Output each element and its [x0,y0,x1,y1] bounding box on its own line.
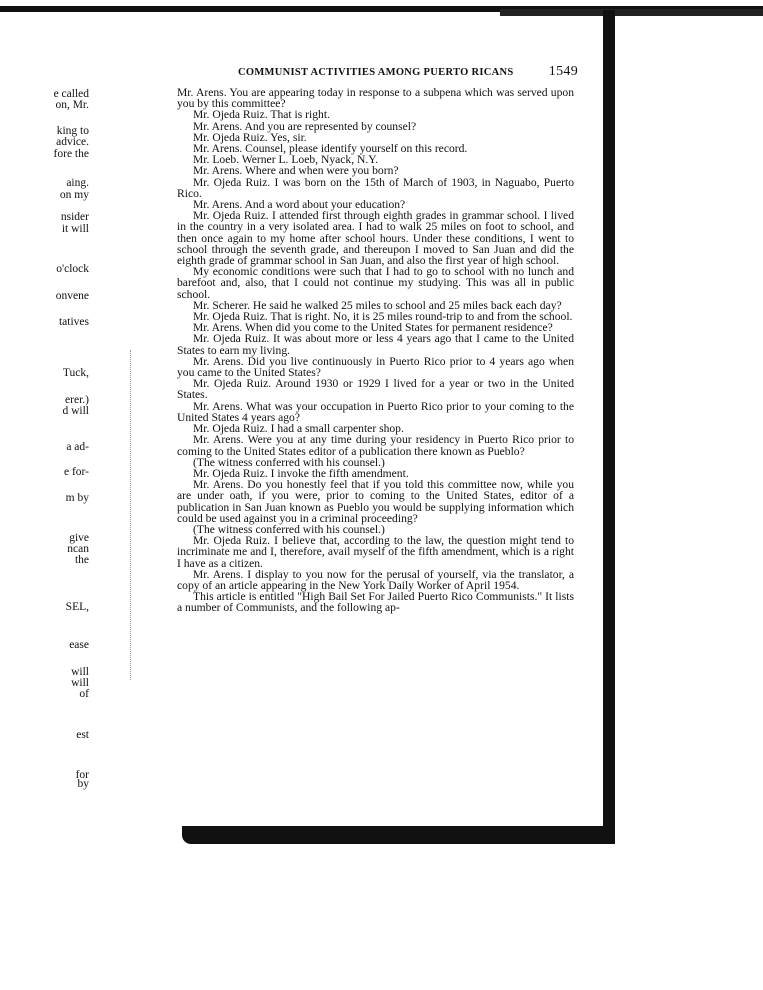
facing-page-fragment: it will [61,223,89,235]
facing-page-fragment: erer.) [65,394,89,406]
facing-page-fragment: nsider [60,211,89,223]
testimony-paragraph: Mr. Arens. And a word about your education? [193,198,406,212]
testimony-paragraph: Mr. Arens. I display to you now for the perusal of yourself, via the translator, a copy of an article appearing in the New York Daily Worker of April 1954. [177,567,574,592]
page-number: 1549 [548,64,578,79]
testimony-paragraph: Mr. Ojeda Ruiz. It was about more or less 4 years ago that I came to the United States to earn my living. [177,332,574,357]
facing-page-fragment: advice. [56,136,89,148]
testimony-paragraph: Mr. Ojeda Ruiz. I had a small carpenter shop. [193,422,404,436]
facing-page-fragment: onvene [55,290,89,302]
scan-right-border [603,10,615,844]
facing-page-fragment: ncan [67,543,89,555]
facing-page-fragment: d will [62,405,89,417]
facing-page-fragment: o'clock [56,263,89,275]
testimony-paragraph: Mr. Arens. And you are represented by counsel? [193,119,417,133]
testimony-paragraph: Mr. Ojeda Ruiz. That is right. [193,108,330,122]
facing-page-fragment: est [76,729,89,741]
running-title: COMMUNIST ACTIVITIES AMONG PUERTO RICANS [238,67,514,78]
testimony-body [177,86,574,615]
testimony-paragraph: Mr. Ojeda Ruiz. I invoke the fifth amendment. [193,466,409,480]
facing-page-fragment: on, Mr. [55,99,89,111]
facing-page-fragment: king to [56,125,89,137]
testimony-paragraph: Mr. Ojeda Ruiz. I attended first through eighth grades in grammar school. I lived in the country in a very isolated area. I had to walk 25 miles on foot to school, and then once again to my home after school hours. Under these conditions, I went to school through the seventh grade, and thereupon I moved to San Juan and did the eighth grade of grammar school in San Juan, and also the first year of high school. [177,209,574,268]
facing-page-fragments [0,88,95,788]
facing-page-fragment: of [79,688,89,700]
testimony-paragraph: Mr. Ojeda Ruiz. That is right. No, it is 25 miles round-trip to and from the school. [193,310,573,324]
facing-page-fragment: will [71,666,89,678]
testimony-paragraph: This article is entitled "High Bail Set For Jailed Puerto Rico Communists." It lists a number of Communists, and the following ap- [177,590,574,615]
facing-page-fragment: for [75,769,89,781]
facing-page-fragment: a ad- [66,441,89,453]
testimony-paragraph: Mr. Arens. Did you live continuously in Puerto Rico prior to 4 years ago when you came to the United States? [177,354,574,380]
testimony-paragraph: Mr. Ojeda Ruiz. Around 1930 or 1929 I lived for a year or two in the United States. [177,377,574,402]
testimony-paragraph: Mr. Loeb. Werner L. Loeb, Nyack, N.Y. [193,153,379,167]
facing-page-fragment: the [74,554,89,566]
facing-page-fragment: e for- [64,466,89,478]
facing-page-fragment: fore the [53,148,89,160]
testimony-paragraph: (The witness conferred with his counsel.) [193,455,385,469]
facing-page-fragment: tatives [58,316,89,328]
testimony-paragraph: Mr. Arens. Counsel, please identify yourself on this record. [193,142,468,156]
facing-page-fragment: give [69,532,89,544]
testimony-paragraph: Mr. Ojeda Ruiz. I was born on the 15th of March of 1903, in Naguabo, Puerto Rico. [177,175,574,200]
testimony-paragraph: Mr. Ojeda Ruiz. I believe that, according to the law, the question might tend to incriminate me and I, therefore, avail myself of the fifth amendment, which is a right I have as a citizen. [177,534,574,570]
testimony-paragraph: Mr. Arens. Were you at any time during your residency in Puerto Rico prior to coming to the United States editor of a publication there known as Pueblo? [177,433,574,458]
testimony-paragraph: Mr. Arens. What was your occupation in Puerto Rico prior to your coming to the United States 4 years ago? [177,399,574,424]
scan-top-edge [500,9,763,16]
scan-bottom-border [182,826,615,844]
testimony-paragraph: Mr. Arens. You are appearing today in response to a subpena which was served upon you by this committee? [177,86,574,111]
facing-page-fragment: ease [69,639,89,651]
facing-page-fragment: e called [53,88,89,100]
facing-page-fragment: aing. [66,177,89,189]
testimony-paragraph: Mr. Arens. Do you honestly feel that if you told this committee now, while you are under oath, if you were, prior to coming to the United States, editor of a publication in San Juan known as Pueblo you would be supplying information which could be used against you in a criminal proceeding? [177,478,574,525]
testimony-paragraph: Mr. Ojeda Ruiz. Yes, sir. [193,130,307,144]
facing-page-fragment: will [71,677,89,689]
testimony-paragraph: Mr. Arens. When did you come to the United States for permanent residence? [193,321,553,335]
testimony-paragraph: My economic conditions were such that I had to go to school with no lunch and barefoot and, also, that I could not continue my studying. This was all in public school. [177,265,574,301]
facing-page-fragment: by [77,778,89,790]
testimony-paragraph: Mr. Scherer. He said he walked 25 miles to school and 25 miles back each day? [193,298,562,312]
gutter-line [130,350,132,680]
testimony-paragraph: Mr. Arens. Where and when were you born? [193,164,399,178]
facing-page-fragment: SEL, [65,601,89,613]
testimony-paragraph: (The witness conferred with his counsel.) [193,522,385,536]
running-header [238,66,578,82]
facing-page-fragment: m by [65,492,89,504]
facing-page-fragment: on my [59,189,89,201]
facing-page-fragment: Tuck, [62,367,89,379]
